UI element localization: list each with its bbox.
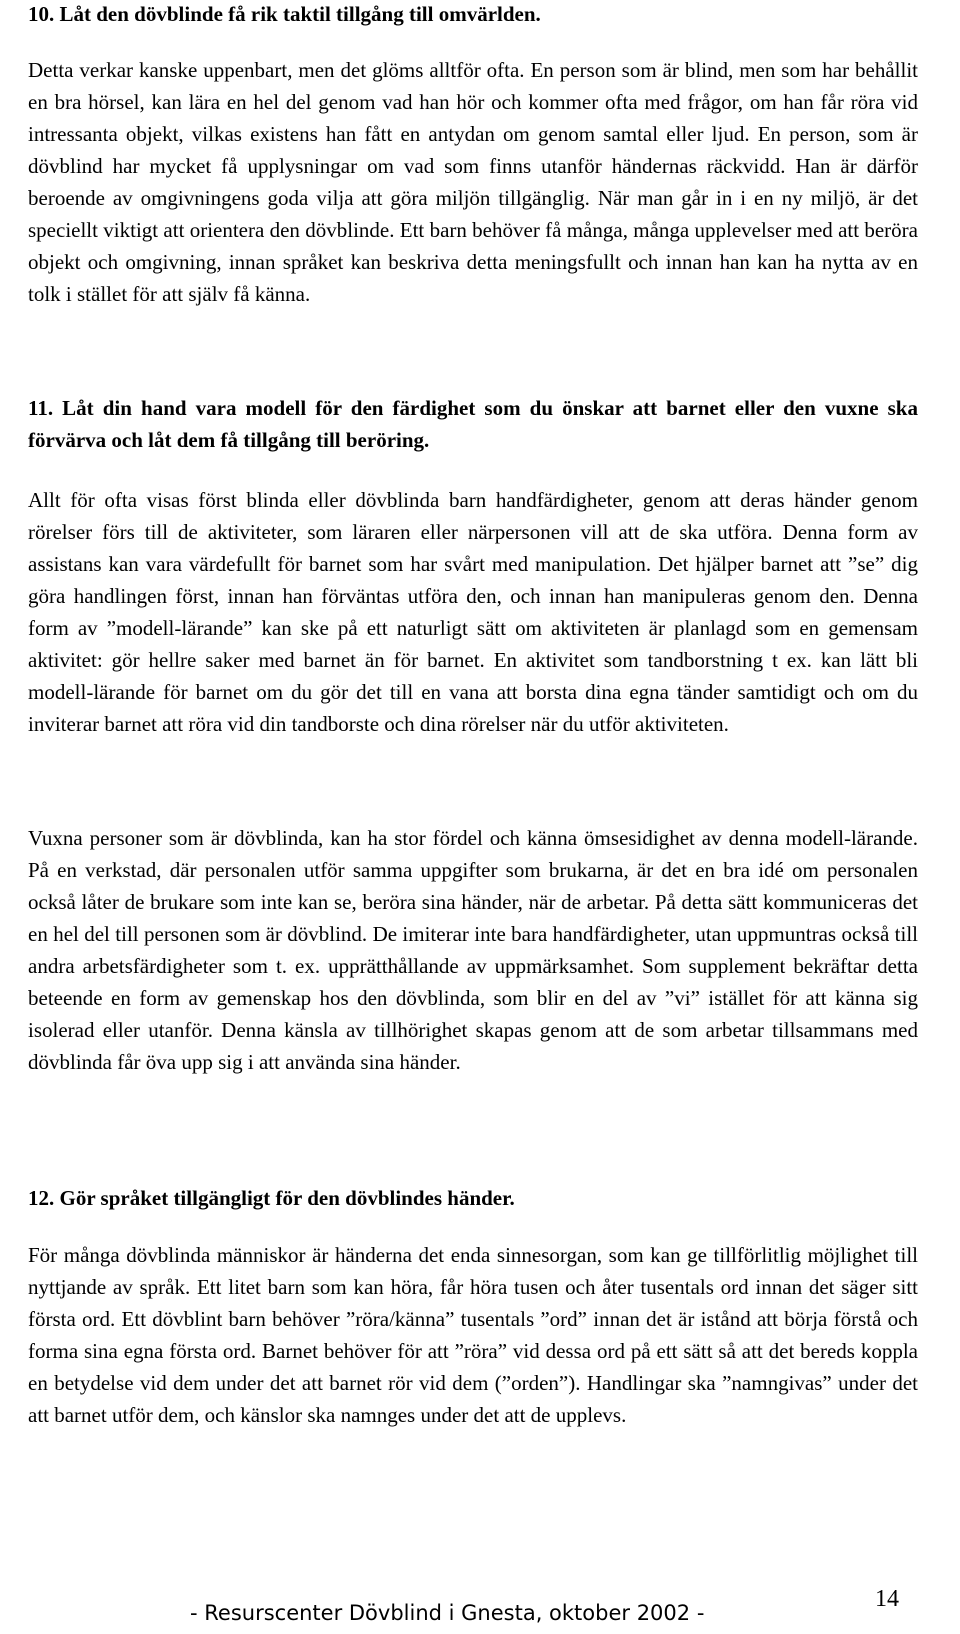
section-12-paragraph: För många dövblinda människor är händerna det enda sinnesorgan, som kan ge tillförlitlig möjlighet till nyttjande av språk. Ett litet barn som kan höra, får höra tusen och åter tusentals ord innan det säger sitt första ord. Ett dövblint barn behöver ”röra/känna” tusentals ”ord” innan det är istånd att börja förstå och forma sina egna första ord. Barnet behöver för att ”röra” vid dessa ord på ett sätt så att det bereds koppla en betydelse vid dem under det att barnet rör vid dem (”orden”). Handlingar ska ”namngivas” under det att barnet utför dem, och känslor ska namnges under det att de upplevs. [28,1243,918,1427]
section-11-paragraph-1: Allt för ofta visas först blinda eller dövblinda barn handfärdigheter, genom att deras händer genom rörelser förs till de aktiviteter, som läraren eller närpersonen vill att de ska utföra. Denna form av assistans kan vara värdefullt för barnet som har svårt med manipulation. Det hjälper barnet att ”se” dig göra handlingen först, innan han förväntas utföra den, och innan han manipuleras genom den. Denna form av ”modell-lärande” kan ske på ett naturligt sätt om aktiviteten är planlagd som en gemensam aktivitet: gör hellre saker med barnet än för barnet. En aktivitet som tandborstning t ex. kan lätt bli modell-lärande för barnet om du gör det till en vana att borsta dina egna tänder samtidigt och om du inviterar barnet att röra vid din tandborste och dina rörelser när du utför aktiviteten. [28,488,918,736]
section-12-heading: 12. Gör språket tillgängligt för den dövblindes händer. [28,1186,515,1210]
section-10-heading: 10. Låt den dövblinde få rik taktil tillgång till omvärlden. [28,2,541,26]
page-number: 14 [875,1586,899,1612]
footer-text: - Resurscenter Dövblind i Gnesta, oktober 2002 - [190,1601,705,1625]
section-11-heading: 11. Låt din hand vara modell för den färdighet som du önskar att barnet eller den vuxne ska förvärva och låt dem få tillgång till beröring. [28,396,918,452]
section-11-paragraph-2: Vuxna personer som är dövblinda, kan ha stor fördel och känna ömsesidighet av denna modell-lärande. På en verkstad, där personalen utför samma uppgifter som brukarna, är det en bra idé om personalen också låter de brukare som inte kan se, beröra sina händer, när de arbetar. På detta sätt kommuniceras det en hel del till personen som är dövblind. De imiterar inte bara handfärdigheter, utan uppmuntras också till andra arbetsfärdigheter som t. ex. upprätthållande av uppmärksamhet. Som supplement bekräftar detta beteende en form av gemenskap hos den dövblinda, som blir en del av ”vi” istället för att känna sig isolerad eller utanför. Denna känsla av tillhörighet skapas genom att de som arbetar tillsammans med dövblinda får öva upp sig i att använda sina händer. [28,826,918,1074]
section-10-paragraph: Detta verkar kanske uppenbart, men det glöms alltför ofta. En person som är blind, men som har behållit en bra hörsel, kan lära en hel del genom vad han hör och kommer ofta med frågor, om han får röra vid intressanta objekt, vilkas existens han fått en antydan om genom samtal eller ljud. En person, som är dövblind har mycket få upplysningar om vad som finns utanför händernas räckvidd. Han är därför beroende av omgivningens goda vilja att göra miljön tillgänglig. När man går in i en ny miljö, är det speciellt viktigt att orientera den dövblinde. Ett barn behöver få många, många upplevelser med att beröra objekt och omgivning, innan språket kan beskriva detta meningsfullt och innan han kan ha nytta av en tolk i stället för att själv få känna. [28,58,918,306]
